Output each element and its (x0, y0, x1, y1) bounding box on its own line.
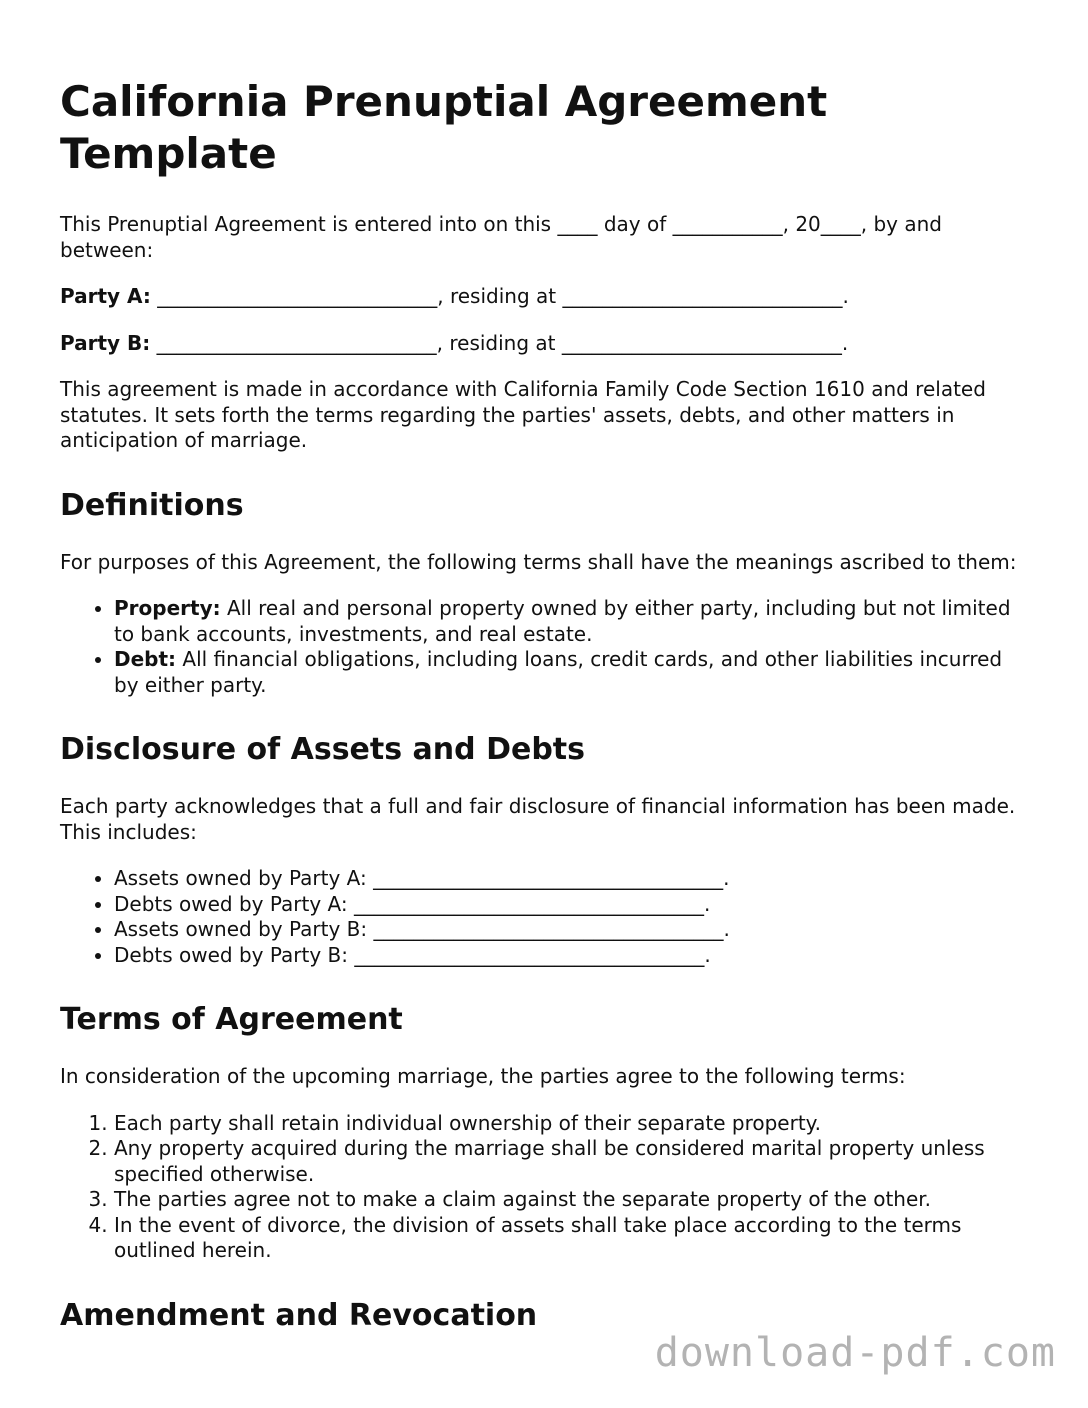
document-title: California Prenuptial Agreement Template (60, 77, 828, 178)
definitions-intro: For purposes of this Agreement, the following terms shall have the meanings ascribed to them: (60, 549, 1017, 574)
definition-term: Property: (114, 596, 221, 620)
party-a-label: Party A: (60, 284, 151, 308)
terms-intro: In consideration of the upcoming marriage, the parties agree to the following terms: (60, 1064, 906, 1088)
list-item: • Debts owed by Party A: ___________________________________. (114, 892, 1028, 918)
terms-list (60, 1111, 1028, 1264)
party-b-text: ____________________________, residing at ____________________________. (150, 330, 849, 355)
accordance-paragraph: This agreement is made in accordance with California Family Code Section 1610 and related statutes. It sets forth the terms regarding the parties' assets, debts, and other matters in anticipation of marriage. (60, 377, 986, 452)
definition-item-debt (114, 647, 1028, 698)
definition-text: All financial obligations, including loans, credit cards, and other liabilities incurred by either party. (114, 647, 1003, 697)
definition-term: Debt: (114, 647, 177, 671)
party-b-label: Party B: (60, 330, 151, 355)
watermark: download-pdf.com (654, 1330, 1056, 1376)
list-item: 4. In the event of divorce, the division of assets shall take place according to the terms outlined herein. (114, 1213, 1028, 1264)
definitions-heading: Definitions (60, 487, 244, 523)
disclosure-list (60, 866, 1028, 968)
definition-text: All real and personal property owned by either party, including but not limited to bank accounts, investments, and real estate. (114, 596, 1011, 646)
definition-item-property (114, 596, 1028, 647)
disclosure-intro: Each party acknowledges that a full and fair disclosure of financial information has been made. This includes: (60, 794, 1016, 844)
amendment-heading: Amendment and Revocation (60, 1297, 538, 1333)
definitions-list (60, 596, 1028, 698)
list-item: • Debts owed by Party B: ___________________________________. (114, 943, 1028, 969)
list-item: • Assets owned by Party A: ___________________________________. (114, 866, 1028, 892)
party-b-line (60, 331, 1028, 357)
list-item: 3. The parties agree not to make a claim against the separate property of the other. (114, 1187, 1028, 1213)
party-a-line (60, 284, 1028, 310)
terms-heading: Terms of Agreement (60, 1002, 403, 1037)
list-item: • Assets owned by Party B: ___________________________________. (114, 917, 1028, 943)
list-item: 1. Each party shall retain individual ownership of their separate property. (114, 1111, 1028, 1137)
list-item: 2. Any property acquired during the marriage shall be considered marital property unless specified otherwise. (114, 1136, 1028, 1187)
party-a-text: ____________________________, residing at ____________________________. (150, 284, 849, 308)
disclosure-heading: Disclosure of Assets and Debts (60, 732, 585, 767)
document-page (60, 76, 1028, 1360)
intro-paragraph: This Prenuptial Agreement is entered into on this ____ day of ___________, 20____, by and between: (60, 212, 942, 262)
